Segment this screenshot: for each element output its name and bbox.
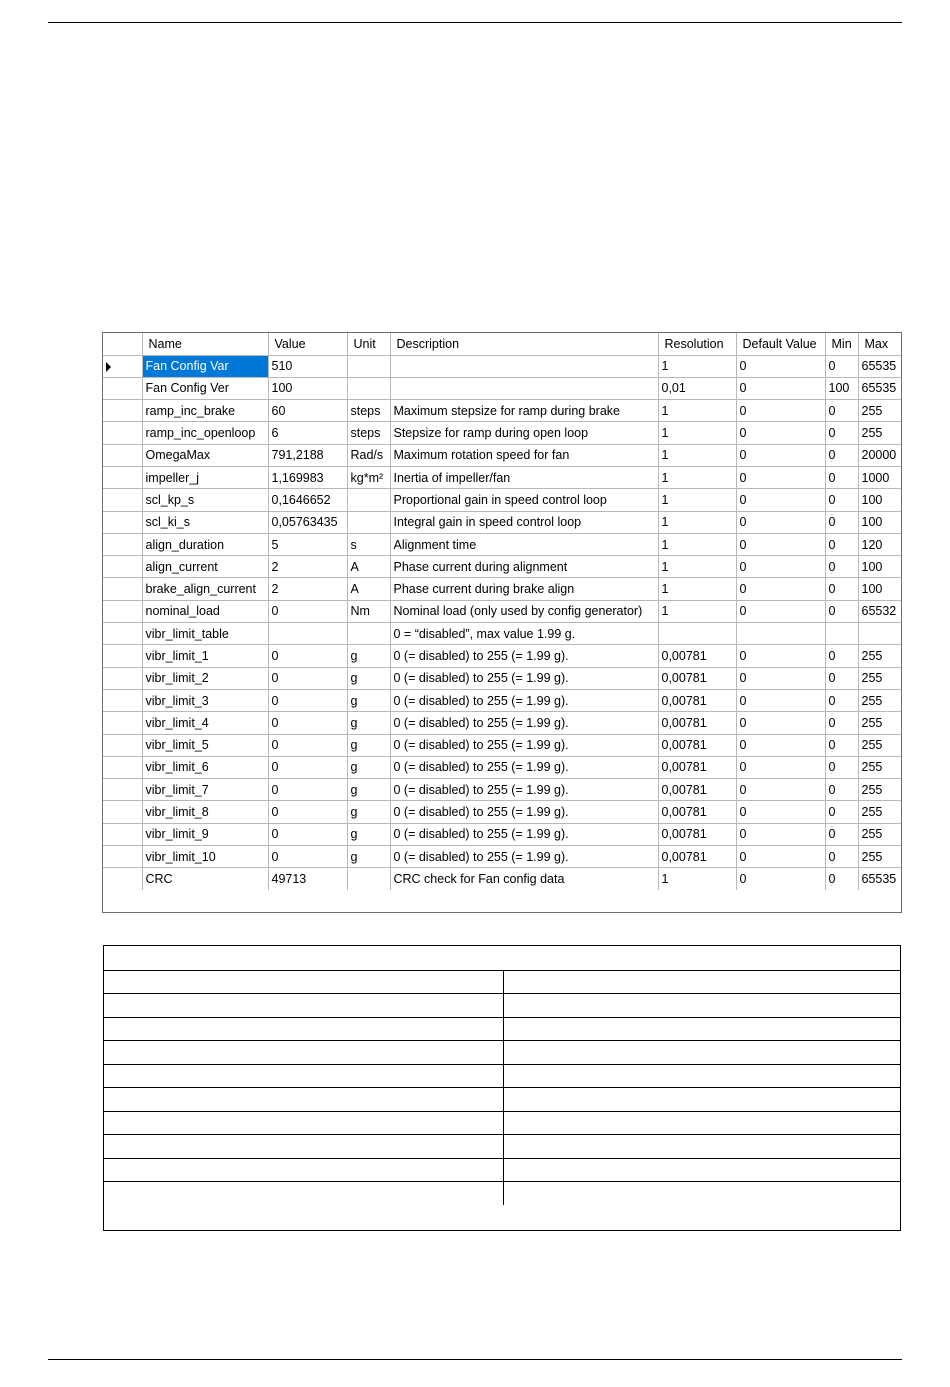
cell-value[interactable]: 510	[268, 355, 347, 377]
cell-description[interactable]: Alignment time	[390, 533, 658, 555]
cell-name[interactable]: align_duration	[142, 533, 268, 555]
cell-description[interactable]: 0 (= disabled) to 255 (= 1.99 g).	[390, 779, 658, 801]
cell-unit[interactable]	[347, 377, 390, 399]
table-row[interactable]	[103, 801, 901, 823]
cell-description[interactable]: 0 (= disabled) to 255 (= 1.99 g).	[390, 689, 658, 711]
row-header[interactable]	[103, 422, 142, 444]
column-header-min[interactable]: Min	[825, 333, 858, 355]
table-row[interactable]	[103, 623, 901, 645]
cell-value[interactable]: 5	[268, 533, 347, 555]
row-header[interactable]	[103, 600, 142, 622]
cell-resolution[interactable]: 0,00781	[658, 667, 736, 689]
table-row[interactable]	[103, 600, 901, 622]
cell-default-value[interactable]: 0	[736, 377, 825, 399]
cell-max[interactable]: 100	[858, 556, 901, 578]
cell-max[interactable]: 255	[858, 645, 901, 667]
cell-value[interactable]: 0,1646652	[268, 489, 347, 511]
cell-name[interactable]: vibr_limit_4	[142, 712, 268, 734]
cell-name[interactable]: vibr_limit_8	[142, 801, 268, 823]
cell-value[interactable]: 2	[268, 578, 347, 600]
cell-unit[interactable]: A	[347, 578, 390, 600]
table-row[interactable]	[103, 734, 901, 756]
cell-unit[interactable]	[347, 355, 390, 377]
cell-default-value[interactable]: 0	[736, 422, 825, 444]
cell-name[interactable]: vibr_limit_7	[142, 779, 268, 801]
empty-cell-left	[104, 1158, 503, 1182]
row-header[interactable]	[103, 846, 142, 868]
cell-description[interactable]: Proportional gain in speed control loop	[390, 489, 658, 511]
column-header-value[interactable]: Value	[268, 333, 347, 355]
cell-min[interactable]: 100	[825, 377, 858, 399]
cell-description[interactable]: 0 (= disabled) to 255 (= 1.99 g).	[390, 712, 658, 734]
empty-cell-right	[503, 1135, 900, 1159]
column-header-description[interactable]: Description	[390, 333, 658, 355]
cell-max[interactable]: 1000	[858, 466, 901, 488]
table-row[interactable]	[103, 400, 901, 422]
cell-min[interactable]: 0	[825, 801, 858, 823]
cell-max[interactable]: 255	[858, 400, 901, 422]
cell-description[interactable]: Maximum rotation speed for fan	[390, 444, 658, 466]
cell-unit[interactable]: g	[347, 689, 390, 711]
table-row[interactable]	[103, 422, 901, 444]
cell-default-value[interactable]: 0	[736, 511, 825, 533]
cell-max[interactable]: 255	[858, 712, 901, 734]
cell-value[interactable]: 60	[268, 400, 347, 422]
empty-table-row	[104, 1017, 900, 1041]
cell-value[interactable]: 0	[268, 779, 347, 801]
empty-cell-left	[104, 1111, 503, 1135]
empty-cell-right	[503, 970, 900, 994]
cell-default-value[interactable]	[736, 623, 825, 645]
cell-resolution[interactable]: 0,00781	[658, 645, 736, 667]
row-header[interactable]	[103, 779, 142, 801]
cell-unit[interactable]	[347, 489, 390, 511]
table-row[interactable]	[103, 556, 901, 578]
empty-table-row	[104, 1135, 900, 1159]
cell-description[interactable]: CRC check for Fan config data	[390, 868, 658, 890]
row-header[interactable]	[103, 734, 142, 756]
row-header[interactable]	[103, 466, 142, 488]
cell-unit[interactable]: A	[347, 556, 390, 578]
cell-unit[interactable]: g	[347, 823, 390, 845]
cell-default-value[interactable]: 0	[736, 823, 825, 845]
row-header[interactable]	[103, 377, 142, 399]
cell-name[interactable]: vibr_limit_9	[142, 823, 268, 845]
cell-name[interactable]: vibr_limit_3	[142, 689, 268, 711]
cell-max[interactable]: 65535	[858, 355, 901, 377]
cell-min[interactable]: 0	[825, 600, 858, 622]
cell-name[interactable]: vibr_limit_5	[142, 734, 268, 756]
cell-max[interactable]: 65535	[858, 377, 901, 399]
cell-value[interactable]: 0	[268, 823, 347, 845]
cell-min[interactable]: 0	[825, 756, 858, 778]
cell-min[interactable]: 0	[825, 846, 858, 868]
cell-value[interactable]: 0	[268, 756, 347, 778]
cell-default-value[interactable]: 0	[736, 667, 825, 689]
cell-unit[interactable]: kg*m²	[347, 466, 390, 488]
row-header[interactable]	[103, 556, 142, 578]
row-header[interactable]	[103, 444, 142, 466]
cell-description[interactable]: 0 (= disabled) to 255 (= 1.99 g).	[390, 734, 658, 756]
current-row-arrow-icon	[106, 362, 111, 372]
cell-default-value[interactable]: 0	[736, 846, 825, 868]
row-header[interactable]	[103, 667, 142, 689]
cell-description[interactable]: 0 = “disabled”, max value 1.99 g.	[390, 623, 658, 645]
cell-name[interactable]: scl_kp_s	[142, 489, 268, 511]
table-row[interactable]	[103, 846, 901, 868]
cell-default-value[interactable]: 0	[736, 489, 825, 511]
empty-table-row	[104, 1158, 900, 1182]
cell-default-value[interactable]: 0	[736, 556, 825, 578]
empty-cell-left	[104, 1088, 503, 1112]
cell-default-value[interactable]: 0	[736, 533, 825, 555]
cell-min[interactable]: 0	[825, 868, 858, 890]
empty-cell-left	[104, 1041, 503, 1065]
cell-resolution[interactable]: 1	[658, 422, 736, 444]
cell-max[interactable]	[858, 623, 901, 645]
cell-default-value[interactable]: 0	[736, 466, 825, 488]
cell-value[interactable]: 1,169983	[268, 466, 347, 488]
cell-max[interactable]: 20000	[858, 444, 901, 466]
cell-default-value[interactable]: 0	[736, 400, 825, 422]
cell-min[interactable]: 0	[825, 578, 858, 600]
cell-resolution[interactable]: 1	[658, 600, 736, 622]
column-header-default-value[interactable]: Default Value	[736, 333, 825, 355]
cell-unit[interactable]: g	[347, 779, 390, 801]
table-row[interactable]	[103, 533, 901, 555]
table-row[interactable]	[103, 868, 901, 890]
cell-max[interactable]: 100	[858, 511, 901, 533]
cell-description[interactable]: 0 (= disabled) to 255 (= 1.99 g).	[390, 823, 658, 845]
cell-description[interactable]: 0 (= disabled) to 255 (= 1.99 g).	[390, 801, 658, 823]
cell-resolution[interactable]: 1	[658, 489, 736, 511]
cell-value[interactable]: 0	[268, 667, 347, 689]
cell-resolution[interactable]: 0,00781	[658, 779, 736, 801]
cell-resolution[interactable]: 0,00781	[658, 846, 736, 868]
table-row[interactable]	[103, 779, 901, 801]
cell-name[interactable]: nominal_load	[142, 600, 268, 622]
cell-resolution[interactable]	[658, 623, 736, 645]
empty-cell-left	[104, 970, 503, 994]
cell-default-value[interactable]: 0	[736, 756, 825, 778]
row-header[interactable]	[103, 823, 142, 845]
row-header[interactable]	[103, 400, 142, 422]
cell-description[interactable]: 0 (= disabled) to 255 (= 1.99 g).	[390, 756, 658, 778]
cell-default-value[interactable]: 0	[736, 712, 825, 734]
cell-description[interactable]: Nominal load (only used by config generator)	[390, 600, 658, 622]
row-header-corner[interactable]	[103, 333, 142, 355]
cell-default-value[interactable]: 0	[736, 645, 825, 667]
row-header[interactable]	[103, 756, 142, 778]
empty-cell-right	[503, 1017, 900, 1041]
cell-unit[interactable]: g	[347, 734, 390, 756]
empty-cell-left	[104, 1064, 503, 1088]
cell-value[interactable]	[268, 623, 347, 645]
cell-name[interactable]: scl_ki_s	[142, 511, 268, 533]
cell-description[interactable]: Maximum stepsize for ramp during brake	[390, 400, 658, 422]
cell-value[interactable]: 0	[268, 846, 347, 868]
cell-max[interactable]: 255	[858, 756, 901, 778]
column-header-resolution[interactable]: Resolution	[658, 333, 736, 355]
cell-default-value[interactable]: 0	[736, 801, 825, 823]
cell-max[interactable]: 65532	[858, 600, 901, 622]
cell-min[interactable]: 0	[825, 466, 858, 488]
row-header[interactable]	[103, 712, 142, 734]
cell-resolution[interactable]: 1	[658, 868, 736, 890]
table-row[interactable]	[103, 578, 901, 600]
table-row[interactable]	[103, 355, 901, 377]
cell-default-value[interactable]: 0	[736, 600, 825, 622]
cell-unit[interactable]: g	[347, 801, 390, 823]
cell-value[interactable]: 791,2188	[268, 444, 347, 466]
empty-cell-right	[503, 1182, 900, 1206]
cell-max[interactable]: 120	[858, 533, 901, 555]
cell-min[interactable]: 0	[825, 712, 858, 734]
cell-resolution[interactable]: 1	[658, 511, 736, 533]
cell-name[interactable]: impeller_j	[142, 466, 268, 488]
cell-min[interactable]: 0	[825, 489, 858, 511]
cell-name[interactable]: Fan Config Var	[142, 355, 268, 377]
cell-name[interactable]: vibr_limit_6	[142, 756, 268, 778]
row-header[interactable]	[103, 511, 142, 533]
cell-name[interactable]: align_current	[142, 556, 268, 578]
cell-unit[interactable]: g	[347, 846, 390, 868]
cell-unit[interactable]	[347, 868, 390, 890]
cell-resolution[interactable]: 1	[658, 466, 736, 488]
header-rule	[48, 22, 902, 23]
cell-name[interactable]: ramp_inc_brake	[142, 400, 268, 422]
cell-resolution[interactable]: 0,00781	[658, 801, 736, 823]
cell-name[interactable]: vibr_limit_10	[142, 846, 268, 868]
cell-value[interactable]: 0	[268, 801, 347, 823]
cell-min[interactable]: 0	[825, 400, 858, 422]
empty-table-row	[104, 1041, 900, 1065]
empty-cell-left	[104, 994, 503, 1018]
cell-max[interactable]: 100	[858, 578, 901, 600]
column-header-max[interactable]: Max	[858, 333, 901, 355]
cell-min[interactable]: 0	[825, 556, 858, 578]
cell-min[interactable]: 0	[825, 823, 858, 845]
cell-max[interactable]: 255	[858, 422, 901, 444]
cell-description[interactable]	[390, 355, 658, 377]
cell-description[interactable]: 0 (= disabled) to 255 (= 1.99 g).	[390, 667, 658, 689]
cell-value[interactable]: 0	[268, 734, 347, 756]
cell-min[interactable]: 0	[825, 511, 858, 533]
cell-value[interactable]: 49713	[268, 868, 347, 890]
empty-cell-left	[104, 1017, 503, 1041]
cell-value[interactable]: 0	[268, 689, 347, 711]
table-row[interactable]	[103, 511, 901, 533]
cell-resolution[interactable]: 0,00781	[658, 689, 736, 711]
cell-name[interactable]: vibr_limit_1	[142, 645, 268, 667]
cell-unit[interactable]: g	[347, 645, 390, 667]
cell-unit[interactable]: g	[347, 756, 390, 778]
empty-table-row	[104, 1182, 900, 1206]
table-row[interactable]	[103, 466, 901, 488]
footer-rule	[48, 1359, 902, 1360]
cell-description[interactable]: Inertia of impeller/fan	[390, 466, 658, 488]
cell-min[interactable]	[825, 623, 858, 645]
cell-max[interactable]: 100	[858, 489, 901, 511]
cell-resolution[interactable]: 1	[658, 556, 736, 578]
cell-unit[interactable]: g	[347, 667, 390, 689]
cell-default-value[interactable]: 0	[736, 868, 825, 890]
cell-value[interactable]: 0,05763435	[268, 511, 347, 533]
cell-unit[interactable]: steps	[347, 422, 390, 444]
cell-max[interactable]: 65535	[861, 872, 897, 887]
table-row[interactable]	[103, 489, 901, 511]
cell-max[interactable]: 255	[858, 689, 901, 711]
cell-min[interactable]: 0	[825, 734, 858, 756]
cell-name[interactable]: brake_align_current	[142, 578, 268, 600]
empty-table-row	[104, 1088, 900, 1112]
cell-max[interactable]: 255	[858, 779, 901, 801]
cell-value[interactable]: 0	[268, 712, 347, 734]
cell-name[interactable]: OmegaMax	[142, 444, 268, 466]
cell-min[interactable]: 0	[825, 422, 858, 444]
empty-table-header	[104, 946, 900, 970]
cell-resolution[interactable]: 0,00781	[658, 756, 736, 778]
cell-unit[interactable]: Nm	[347, 600, 390, 622]
cell-description[interactable]: 0 (= disabled) to 255 (= 1.99 g).	[390, 645, 658, 667]
empty-table-row	[104, 1064, 900, 1088]
config-data-grid[interactable]	[102, 332, 902, 913]
empty-cell-right	[503, 1088, 900, 1112]
empty-cell-right	[503, 1111, 900, 1135]
empty-cell-right	[503, 1158, 900, 1182]
row-header[interactable]	[103, 355, 142, 377]
empty-cell-left	[104, 1182, 503, 1206]
cell-description[interactable]	[390, 377, 658, 399]
empty-cell-right	[503, 1064, 900, 1088]
cell-resolution[interactable]: 1	[658, 400, 736, 422]
cell-min[interactable]: 0	[825, 689, 858, 711]
cell-min[interactable]: 0	[825, 667, 858, 689]
cell-value[interactable]: 0	[268, 600, 347, 622]
table-row[interactable]	[103, 645, 901, 667]
table-row[interactable]	[103, 689, 901, 711]
empty-table-row	[104, 1111, 900, 1135]
cell-unit[interactable]: Rad/s	[347, 444, 390, 466]
row-header[interactable]	[103, 801, 142, 823]
row-header[interactable]	[103, 689, 142, 711]
cell-description[interactable]: Integral gain in speed control loop	[390, 511, 658, 533]
empty-cell-left	[104, 1135, 503, 1159]
cell-resolution[interactable]: 0,01	[658, 377, 736, 399]
cell-resolution[interactable]: 1	[658, 533, 736, 555]
cell-value[interactable]: 6	[268, 422, 347, 444]
table-row[interactable]	[103, 823, 901, 845]
cell-min[interactable]: 0	[825, 779, 858, 801]
cell-name[interactable]: vibr_limit_table	[142, 623, 268, 645]
cell-resolution[interactable]: 0,00781	[658, 712, 736, 734]
column-header-name[interactable]: Name	[142, 333, 268, 355]
table-row[interactable]	[103, 377, 901, 399]
row-header[interactable]	[103, 578, 142, 600]
cell-unit[interactable]: g	[347, 712, 390, 734]
empty-table-row	[104, 970, 900, 994]
empty-cell-right	[503, 994, 900, 1018]
cell-value[interactable]: 0	[268, 645, 347, 667]
table-row[interactable]	[103, 667, 901, 689]
cell-max[interactable]: 255	[858, 846, 901, 868]
column-header-unit[interactable]: Unit	[347, 333, 390, 355]
empty-table-row	[104, 994, 900, 1018]
cell-unit[interactable]	[347, 511, 390, 533]
table-row[interactable]	[103, 712, 901, 734]
cell-default-value[interactable]: 0	[736, 689, 825, 711]
cell-description[interactable]: Phase current during brake align	[390, 578, 658, 600]
cell-min[interactable]: 0	[825, 533, 858, 555]
cell-resolution[interactable]: 1	[658, 355, 736, 377]
cell-min[interactable]: 0	[825, 645, 858, 667]
cell-default-value[interactable]: 0	[736, 779, 825, 801]
cell-default-value[interactable]: 0	[736, 578, 825, 600]
cell-description[interactable]: Stepsize for ramp during open loop	[390, 422, 658, 444]
row-header[interactable]	[103, 868, 142, 890]
cell-max[interactable]: 255	[858, 734, 901, 756]
grid-body	[103, 355, 901, 890]
cell-default-value[interactable]: 0	[736, 355, 825, 377]
cell-max[interactable]: 255	[858, 667, 901, 689]
cell-resolution[interactable]: 1	[658, 578, 736, 600]
cell-resolution[interactable]: 0,00781	[658, 734, 736, 756]
cell-name[interactable]: ramp_inc_openloop	[142, 422, 268, 444]
cell-default-value[interactable]: 0	[736, 444, 825, 466]
cell-resolution[interactable]: 0,00781	[658, 823, 736, 845]
empty-cell-right	[503, 1041, 900, 1065]
table-row[interactable]	[103, 444, 901, 466]
cell-description[interactable]: 0 (= disabled) to 255 (= 1.99 g).	[390, 846, 658, 868]
cell-name[interactable]: vibr_limit_2	[142, 667, 268, 689]
cell-value[interactable]: 2	[268, 556, 347, 578]
row-header[interactable]	[103, 533, 142, 555]
table-row[interactable]	[103, 756, 901, 778]
empty-table	[103, 945, 901, 1231]
cell-value[interactable]: 100	[268, 377, 347, 399]
cell-default-value[interactable]: 0	[736, 734, 825, 756]
cell-min[interactable]: 0	[825, 444, 858, 466]
cell-name[interactable]: CRC	[142, 868, 268, 890]
cell-name[interactable]: Fan Config Ver	[142, 377, 268, 399]
cell-unit[interactable]: steps	[347, 400, 390, 422]
empty-table-body	[104, 946, 900, 1205]
cell-max[interactable]: 255	[858, 801, 901, 823]
cell-resolution[interactable]: 1	[658, 444, 736, 466]
cell-min[interactable]: 0	[825, 355, 858, 377]
cell-unit[interactable]	[347, 623, 390, 645]
row-header[interactable]	[103, 645, 142, 667]
cell-unit[interactable]: s	[347, 533, 390, 555]
row-header[interactable]	[103, 623, 142, 645]
grid-header	[103, 333, 901, 355]
cell-description[interactable]: Phase current during alignment	[390, 556, 658, 578]
cell-max[interactable]: 255	[858, 823, 901, 845]
row-header[interactable]	[103, 489, 142, 511]
